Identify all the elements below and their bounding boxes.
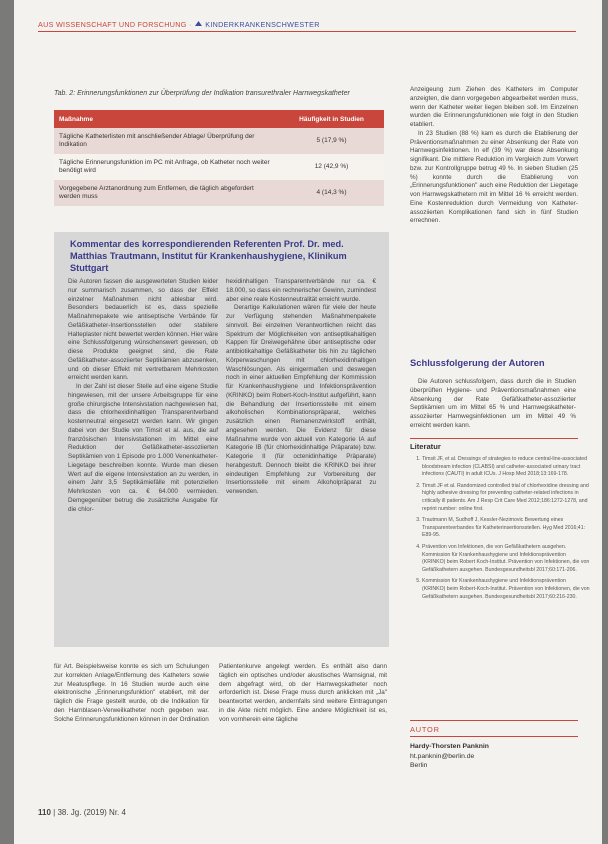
conclusion-text <box>410 378 576 431</box>
literature-heading: Literatur <box>410 442 441 451</box>
reference-item: 4. Prävention von Infektionen, die von Gefäßkathetern ausgehen. Kommission für Krankenhaushygiene und Infektionsprävention (KRINKO) beim Robert Koch-Institut. Prävention von Infektionen, die von Gefäßkathetern ausgehen. Bundesgesundheitsbl 2017;60:171-206. <box>422 544 590 574</box>
literature-rule <box>410 438 578 439</box>
cell-frequency: 4 (14,3 %) <box>279 180 384 206</box>
document-page <box>14 0 602 844</box>
paragraph: Die Autoren schlussfolgern, dass durch die in Studien überprüften Hygiene- und Präventionsmaßnahmen eine Absenkung der Rate Gefäßkatheter-assoziierter Septikämien um im Mittel 65 % und Harnwegskatheter-assoziierter Harnwegsinfektionen um im Mittel 49 % erreicht werden kann. <box>410 378 576 429</box>
reference-item: 5. Kommission für Krankenhaushygiene und Infektionsprävention (KRINKO) beim Robert-Koch-Institut. Prävention von Infektionen, die von Gefäßkathetern ausgehen. Bundesgesundheitsbl 2017;60:216-230. <box>422 578 590 601</box>
author-city: Berlin <box>410 762 428 769</box>
table-row <box>54 154 384 180</box>
header-section: AUS WISSENSCHAFT UND FORSCHUNG <box>38 20 187 29</box>
paragraph: In der Zahl ist dieser Stelle auf eine eigene Studie hingewiesen, mit der unsere Arbeitsgruppe für eine große chirurgische Intensivstation nachgewiesen hat, dass die chlorhexidinhaltigen Transparentverband kostenneutral eingesetzt werden kann. Wir gingen dabei von der Studie von Timsit et al. aus, die auf französischen Intensivstationen im Mittel eine Reduktion der Gefäßkatheter-assoziierten Septikämien von 1 Episode pro 1.000 Venenkatheter-Liegetage beschreiben konnte. Wurde man diesen Wert auf die eigene Intensivstation an zu werden, in einem Jahr 3,5 Septikämiefälle mit potenziellen Mehrkosten von ca. € 64.000 vermieden. Demgegenüber betrug die zusätzliche Ausgabe für die chlor- <box>68 383 218 513</box>
results-column <box>410 86 578 226</box>
page-number: 110 <box>38 808 51 817</box>
author-email[interactable]: ht.panknin@berlin.de <box>410 752 475 760</box>
literature-list <box>410 456 590 605</box>
header-rule <box>38 31 576 32</box>
reference-item: 3. Trautmann M, Sudhoff J, Kessler-Nezimovic Bewertung eines Transparentverbandes für Katheterinsertionsstellen. Hyg Med 2016;41: E89-95. <box>422 517 590 540</box>
author-rule-bottom <box>410 736 578 737</box>
footer-separator: | <box>53 808 56 817</box>
cell-frequency: 12 (42,9 %) <box>279 154 384 180</box>
paragraph: hexidinhaltigen Transparentverbände nur ca. € 18.000, so dass ein rechnerischer Gewinn, zumindest aber eine reale Kostenneutralität erreicht wurde. <box>226 278 376 303</box>
paragraph: Patientenkurve angelegt werden. Es enthält also dann täglich ein optisches und/oder akustisches Warnsignal, mit dem abgefragt wird, ob der Harnwegskatheter noch erforderlich ist. Diese Frage muss durch anklicken mit „Ja" beantwortet werden, andernfalls sind weitere Eintragungen in die Akte nicht möglich. Eine andere Möglichkeit ist es, von vornherein eine tägliche <box>219 663 387 723</box>
table-caption: Tab. 2: Erinnerungsfunktionen zur Überprüfung der Indikation transurethraler Harnwegskatheter <box>54 90 350 97</box>
commentary-column-1 <box>68 278 218 514</box>
header-journal: KINDERKRANKENSCHWESTER <box>205 20 320 29</box>
col-header-measure: Maßnahme <box>54 110 279 128</box>
author-block <box>410 742 489 771</box>
paragraph: Derartige Kalkulationen wären für viele der heute zur Verfügung stehenden Maßnahmenpakete sinnvoll. Bei einzelnen Verantwortlichen reicht das Spektrum der Möglichkeiten von antiseptikahaltigen Kappen für Dreiwegehähne über antiseptische oder antibiotikahaltige Gefäßkatheter bis hin zu täglichen Körperwaschungen mit chlorhexidinhaltigen Waschlösungen. Als einigermaßen und deswegen noch in einer aktuellen Empfehlung der Kommission für Krankenhaushygiene und Infektionsprävention (KRINKO) beim Robert-Koch-Institut aufgeführt, kann die Behandlung der Insertionsstelle mit einem alkoholischen Kombinationspräparat, welches zusätzlich einen Remanenzwirkstoff enthält, angesehen werden. Die Evidenz für diese Maßnahme wurde von aktuell von Kategorie IA auf Kategorie IB (für chlorhexidinhaltige Präparate) bzw. Kategorie II (für octenidinhaltige Präparate) herabgestuft. Dennoch bleibt die KRINKO bei ihrer eindeutigen Empfehlung zur Vorbereitung der Insertionsstelle mit einem Alkoholpräparat zu verwenden. <box>226 304 376 495</box>
paragraph: In 23 Studien (88 %) kam es durch die Etablierung der Präventionsmaßnahmen zu einer Absenkung der Rate von Harnwegsinfektionen. In elf (39 %) war diese Absenkung signifikant. Die mittlere Reduktion im Vergleich zum Vorwert bzw. zur Kontrollgruppe betrug 49 %. In sieben Studien (25 %) konnte durch die Etablierung von „Erinnerungsfunktionen" auch eine Reduktion der Liegetage von Harnwegskathetern mit im Mittel 16 % erreicht werden. Eine Kostenreduktion durch Vermeidung von Katheter-assoziierten Komplikationen fand sich in fünf Studien errechnen. <box>410 129 578 225</box>
commentary-title: Kommentar des korrespondierenden Referenten Prof. Dr. med. Matthias Trautmann, Institut für Krankenhaushygiene, Klinikum Stuttgart <box>70 239 347 273</box>
conclusion-heading: Schlussfolgerung der Autoren <box>410 357 545 368</box>
paragraph: Anzeigeung zum Ziehen des Katheters im Computer anzeigten, die dann vorgegeben abgearbeitet werden muss, wenn der Katheter weiter liegen bleiben soll. Im Einzelnen wurden die Erinnerungsfunktionen wie folgt in den Studien etabliert. <box>410 86 578 128</box>
lower-column-1 <box>54 663 209 724</box>
measures-table <box>54 110 384 206</box>
paragraph: für Art. Beispielsweise konnte es sich um Schulungen zur korrekten Anlage/Entfernung des Katheters sowie zur Meatuspflege. In 16 Studien wurde auch eine elektronische „Erinnerungsfunktion" etabliert, mit der täglich die Frage gestellt wurde, ob die Indikation für den Harnblasen-Verweilkatheter noch gegeben war. Solche Erinnerungsfunktionen können in der Ordination <box>54 663 209 723</box>
table-header-row <box>54 110 384 128</box>
cell-measure: Tägliche Katheterlisten mit anschließender Ablage/ Überprüfung der Indikation <box>54 128 279 154</box>
commentary-box <box>54 232 389 647</box>
reference-item: 2. Timsit JF et al. Randomized controlled trial of chlorhexidine dressing and highly adhesive dressing for preventing catheter-related infections in critically ill patients. Am J Resp Crit Care Med 2012;186:1272-1278, and reprint number: online first. <box>422 483 590 513</box>
lower-column-2 <box>219 663 387 724</box>
header-separator: · <box>188 20 192 29</box>
page-footer <box>38 808 126 817</box>
col-header-frequency: Häufigkeit in Studien <box>279 110 384 128</box>
reference-item: 1. Timsit JF, et al. Dressings of strategies to reduce central-line-associated bloodstream infection (CLABSI) and catheter-associated urinary tract infections (CAUTI) in adult ICUs. J Hosp Med 2018;13:169-178. <box>422 456 590 479</box>
cell-frequency: 5 (17,9 %) <box>279 128 384 154</box>
cell-measure: Vorgegebene Arztanordnung zum Entfernen, die täglich abgefordert werden muss <box>54 180 279 206</box>
table-row <box>54 128 384 154</box>
table-row <box>54 180 384 206</box>
author-rule-top <box>410 720 578 721</box>
commentary-column-2 <box>226 278 376 497</box>
cell-measure: Tägliche Erinnerungsfunktion im PC mit Anfrage, ob Katheter noch weiter benötigt wird <box>54 154 279 180</box>
author-label: AUTOR <box>410 725 440 734</box>
journal-logo-icon <box>194 20 205 29</box>
author-name: Hardy-Thorsten Panknin <box>410 743 489 750</box>
issue-info: 38. Jg. (2019) Nr. 4 <box>57 808 126 817</box>
paragraph: Die Autoren fassen die ausgewerteten Studien leider nur summarisch zusammen, so dass der Effekt einzelner Maßnahmen nicht ablesbar wird. Besonders bedauerlich ist es, dass spezielle Maßnahmepakete wie antiseptische Verbände für Gefäßkatheter-Insertionsstellen oder stabilere Halteplaster nicht bewertet werden können. Hier wäre eine Schlussfolgerung wünschenswert gewesen, ob diese Produkte geeignet sind, die Rate Gefäßkatheter-assoziierter Septikämien abzusenken, und ob dieser Effekt mit vertretbarem Mehrkosten erreicht werden kann. <box>68 278 218 382</box>
running-header <box>38 20 320 29</box>
